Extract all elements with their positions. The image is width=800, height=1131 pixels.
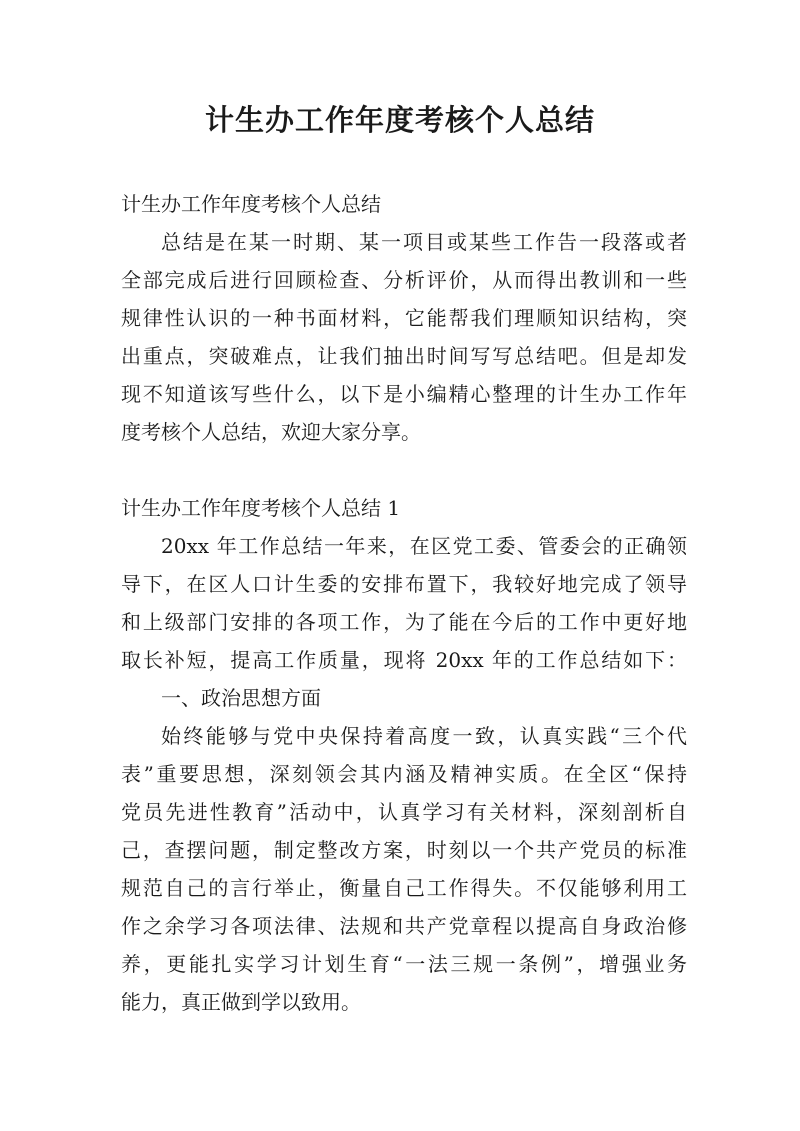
politics-line: 己，查摆问题，制定整改方案，时刻以一个共产党员的标准 [121, 838, 687, 862]
intro-line: 规律性认识的一种书面材料，它能帮我们理顺知识结构，突 [121, 306, 687, 330]
intro-line: 度考核个人总结，欢迎大家分享。 [121, 420, 421, 444]
politics-line: 始终能够与党中央保持着高度一致，认真实践“三个代 [161, 724, 687, 748]
section1-line: 取长补短，提高工作质量，现将 20xx 年的工作总结如下： [121, 648, 687, 672]
politics-line: 能力，真正做到学以致用。 [121, 990, 361, 1014]
intro-heading: 计生办工作年度考核个人总结 [121, 192, 381, 216]
politics-line: 规范自己的言行举止，衡量自己工作得失。不仅能够利用工 [121, 876, 687, 900]
document-title: 计生办工作年度考核个人总结 [204, 103, 595, 137]
intro-line: 出重点，突破难点，让我们抽出时间写写总结吧。但是却发 [121, 344, 687, 368]
subheading-politics: 一、政治思想方面 [161, 686, 321, 710]
intro-line: 全部完成后进行回顾检查、分析评价，从而得出教训和一些 [121, 268, 687, 292]
paragraph-gap [121, 451, 687, 489]
politics-line: 作之余学习各项法律、法规和共产党章程以提高自身政治修 [121, 914, 687, 938]
politics-line: 表”重要思想，深刻领会其内涵及精神实质。在全区“保持 [121, 762, 687, 786]
document-body [121, 185, 687, 1021]
section1-line: 20xx 年工作总结一年来，在区党工委、管委会的正确领 [161, 534, 687, 558]
politics-line: 养，更能扎实学习计划生育“一法三规一条例”，增强业务 [121, 952, 687, 976]
politics-line: 党员先进性教育”活动中，认真学习有关材料，深刻剖析自 [121, 800, 687, 824]
section1-line: 和上级部门安排的各项工作，为了能在今后的工作中更好地 [121, 610, 687, 634]
intro-line: 总结是在某一时期、某一项目或某些工作告一段落或者 [161, 230, 687, 254]
intro-line: 现不知道该写些什么，以下是小编精心整理的计生办工作年 [121, 382, 687, 406]
section1-line: 导下，在区人口计生委的安排布置下，我较好地完成了领导 [121, 572, 687, 596]
section1-heading: 计生办工作年度考核个人总结 1 [121, 496, 401, 520]
